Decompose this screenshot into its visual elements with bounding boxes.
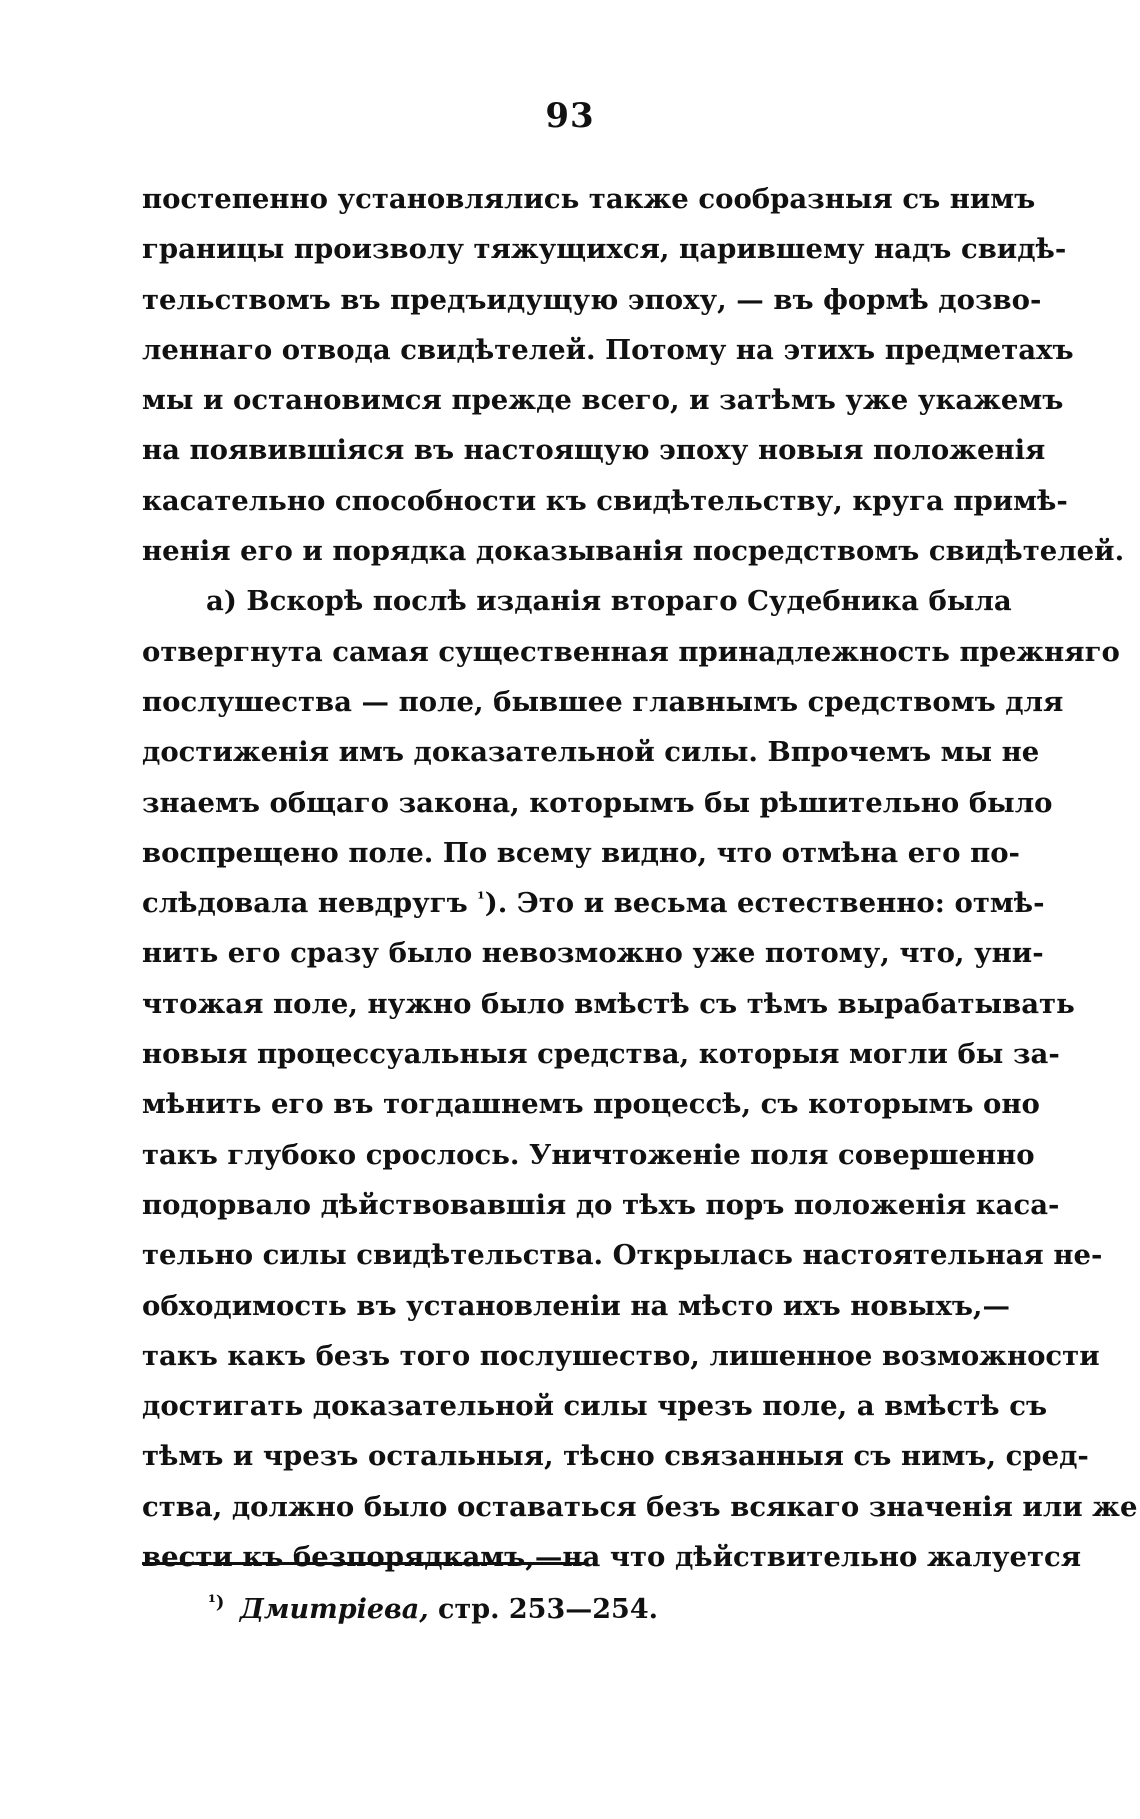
text-line: тѣмъ и чрезъ остальныя, тѣсно связанныя съ нимъ, сред-	[142, 1440, 1089, 1473]
footnote-author: Дмитріева,	[239, 1594, 429, 1625]
text-line: мы и остановимся прежде всего, и затѣмъ уже укажемъ	[142, 384, 1064, 417]
text-line: нить его сразу было невозможно уже потому, что, уни-	[142, 937, 1044, 970]
text-line: такъ какъ безъ того послушество, лишенное возможности	[142, 1339, 1100, 1372]
text-line: чтожая поле, нужно было вмѣстѣ съ тѣмъ вырабатывать	[142, 987, 1075, 1020]
text-line: послушества — поле, бывшее главнымъ средствомъ для	[142, 685, 1064, 718]
text-line-with-footnote-ref	[142, 878, 1045, 928]
text-line: достигать доказательной силы чрезъ поле, а вмѣстѣ съ	[142, 1390, 1048, 1423]
footnote-divider	[142, 1562, 588, 1565]
text-fragment: ). Это и весьма естественно: отмѣ-	[484, 887, 1045, 920]
footnote-reference: ¹	[477, 889, 485, 910]
text-line: касательно способности къ свидѣтельству, круга примѣ-	[142, 484, 1068, 517]
text-line: воспрещено поле. По всему видно, что отмѣна его по-	[142, 836, 1020, 869]
text-line: границы произволу тяжущихся, царившему надъ свидѣ-	[142, 233, 1067, 266]
text-line: на появившіяся въ настоящую эпоху новыя положенія	[142, 434, 1046, 467]
text-line: такъ глубоко срослось. Уничтоженіе поля совершенно	[142, 1138, 1035, 1171]
paragraph-start-line: а) Вскорѣ послѣ изданія втораго Судебника была	[206, 585, 1012, 618]
text-line: леннаго отвода свидѣтелей. Потому на этихъ предметахъ	[142, 333, 1074, 366]
text-line: ства, должно было оставаться безъ всякаго значенія или же	[142, 1490, 1138, 1523]
text-line: тельно силы свидѣтельства. Открылась настоятельная не-	[142, 1239, 1103, 1272]
text-line: подорвало дѣйствовавшія до тѣхъ поръ положенія каса-	[142, 1188, 1060, 1221]
text-line: постепенно установлялись также сообразныя съ нимъ	[142, 183, 1036, 215]
text-line: вести къ безпорядкамъ,—на что дѣйствительно жалуется	[142, 1541, 1082, 1574]
text-line: мѣнить его въ тогдашнемъ процессѣ, съ которымъ оно	[142, 1088, 1040, 1121]
footnote-page-ref: стр. 253—254.	[438, 1594, 659, 1625]
text-line: ненія его и порядка доказыванія посредствомъ свидѣтелей.	[142, 535, 1125, 568]
footnote-mark: ¹)	[208, 1592, 225, 1613]
text-line: знаемъ общаго закона, которымъ бы рѣшительно было	[142, 786, 1053, 819]
text-line: отвергнута самая существенная принадлежность прежняго	[142, 635, 1120, 668]
text-line: обходимость въ установленіи на мѣсто ихъ новыхъ,—	[142, 1289, 1011, 1322]
text-line: достиженія имъ доказательной силы. Впрочемъ мы не	[142, 736, 1040, 769]
text-line: новыя процессуальныя средства, которыя могли бы за-	[142, 1038, 1060, 1071]
footnote	[208, 1594, 658, 1625]
page-number: 93	[545, 96, 595, 136]
body-text	[142, 174, 1138, 1582]
text-line: тельствомъ въ предъидущую эпоху, — въ формѣ дозво-	[142, 283, 1042, 316]
text-fragment: слѣдовала невдругъ	[142, 887, 468, 920]
